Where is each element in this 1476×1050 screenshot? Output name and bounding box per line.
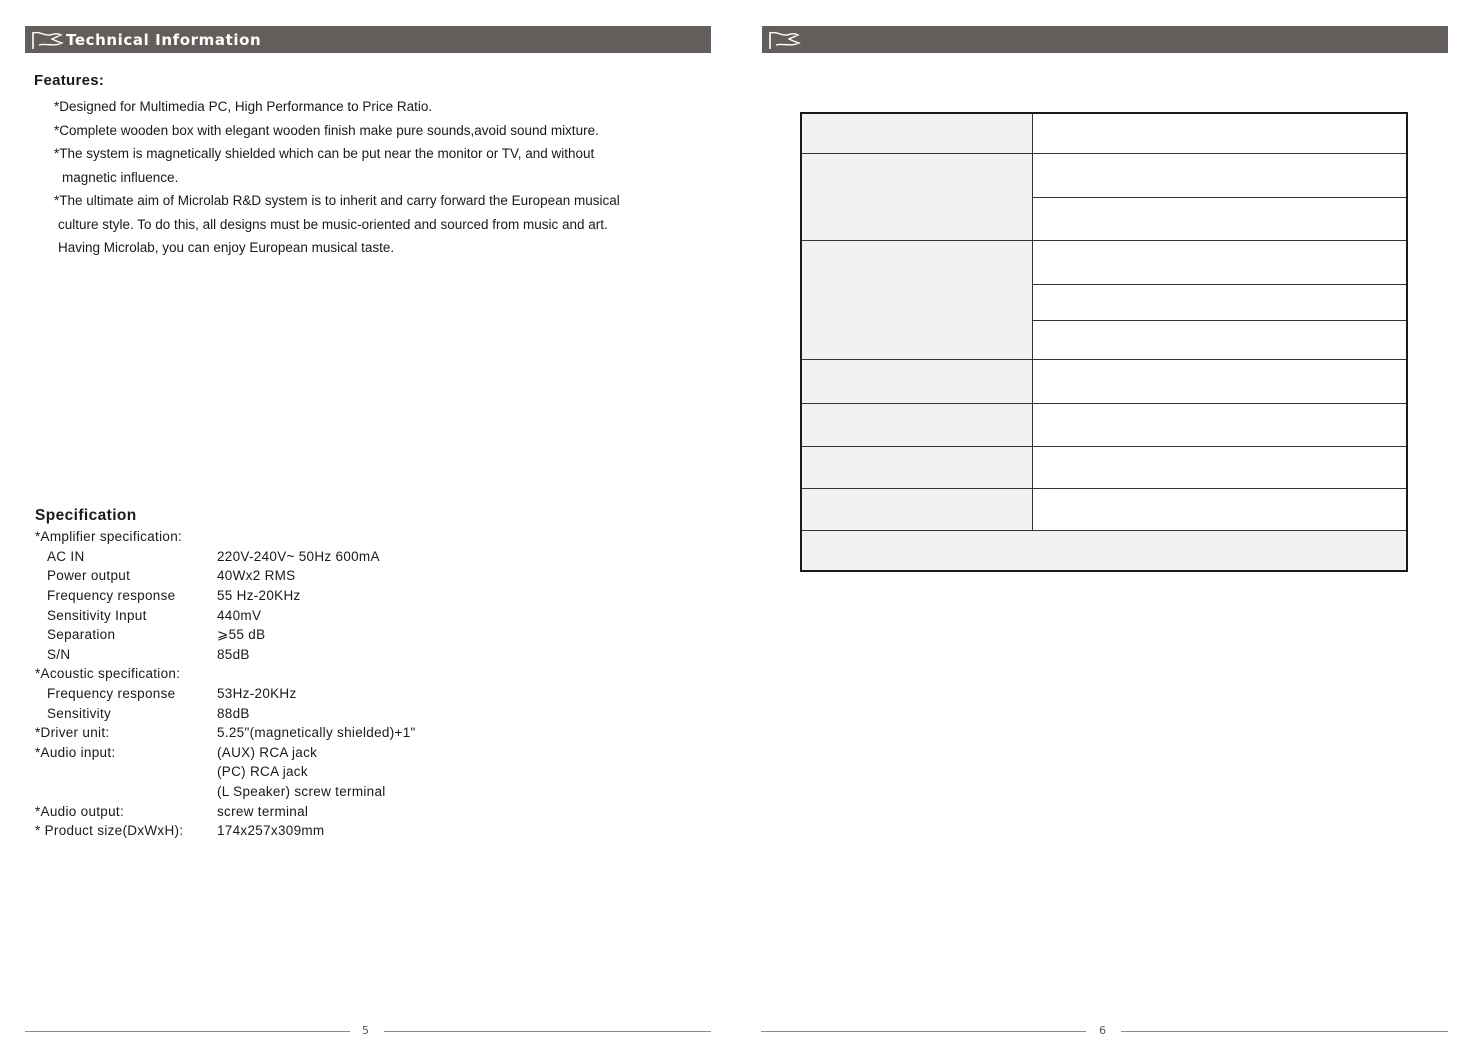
spec-label: *Audio input: [35, 744, 116, 760]
spec-row [35, 586, 416, 606]
spec-row [35, 762, 416, 782]
table-cell [802, 489, 1032, 531]
spec-row [35, 625, 416, 645]
spec-row [35, 566, 416, 586]
features-title: Features: [34, 72, 105, 89]
table-divider [1032, 114, 1033, 531]
spec-row [35, 821, 416, 841]
table-divider [802, 359, 1406, 360]
spec-value: (AUX) RCA jack [217, 744, 318, 760]
spec-value: 55 Hz-20KHz [217, 588, 301, 604]
table-cell [802, 153, 1032, 241]
table-divider [1032, 320, 1406, 321]
features-list [54, 95, 714, 260]
spec-label: Frequency response [47, 588, 176, 604]
specification-list [35, 527, 416, 841]
spec-label: Power output [47, 568, 131, 584]
spec-row [35, 547, 416, 567]
spec-row [35, 801, 416, 821]
blank-spec-table [800, 112, 1408, 572]
header-title: Technical Information [66, 30, 262, 49]
spec-value: (L Speaker) screw terminal [217, 784, 386, 800]
table-cell [802, 360, 1032, 404]
feature-text-continued: culture style. To do this, all designs must be music-oriented and sourced from music and art. [58, 216, 608, 232]
table-divider [1032, 197, 1406, 198]
spec-label: Sensitivity Input [47, 607, 147, 623]
feature-text-continued: Having Microlab, you can enjoy European musical taste. [58, 240, 395, 255]
table-divider [802, 153, 1406, 154]
spec-row [35, 527, 416, 547]
spec-label: *Acoustic specification: [35, 666, 181, 682]
spec-row [35, 664, 416, 684]
table-cell [802, 447, 1032, 489]
footer-rule [384, 1031, 711, 1032]
spec-label: *Amplifier specification: [35, 529, 183, 545]
spec-row [35, 684, 416, 704]
table-cell [802, 404, 1032, 447]
spec-label: * Product size(DxWxH): [35, 823, 184, 839]
spec-value: 53Hz-20KHz [217, 686, 297, 702]
table-divider [802, 240, 1406, 241]
flag-logo-icon [30, 29, 64, 51]
spec-value: screw terminal [217, 803, 309, 819]
table-cell [802, 241, 1032, 360]
spec-row [35, 703, 416, 723]
feature-text: *Complete wooden box with elegant wooden finish make pure sounds,avoid sound mixture. [54, 122, 599, 138]
right-page-header [762, 26, 1448, 53]
spec-label: *Driver unit: [35, 725, 110, 741]
page-number: 5 [362, 1024, 369, 1037]
spec-row [35, 645, 416, 665]
feature-text: *Designed for Multimedia PC, High Performance to Price Ratio. [54, 99, 433, 114]
footer-rule [25, 1031, 350, 1032]
footer-rule [761, 1031, 1086, 1032]
table-divider [802, 403, 1406, 404]
technical-information-header [25, 26, 711, 53]
feature-text-continued: magnetic influence. [62, 169, 179, 185]
specification-title: Specification [35, 507, 137, 524]
spec-value: 220V-240V~ 50Hz 600mA [217, 548, 380, 564]
spec-value: 440mV [217, 607, 262, 623]
feature-text: *The system is magnetically shielded which can be put near the monitor or TV, and without [54, 146, 595, 161]
spec-value: (PC) RCA jack [217, 764, 308, 780]
table-divider [802, 446, 1406, 447]
feature-item [54, 142, 714, 189]
spec-value: ⩾55 dB [217, 626, 266, 642]
page-number: 6 [1099, 1024, 1106, 1037]
spec-value: 5.25"(magnetically shielded)+1" [217, 725, 416, 741]
feature-item [54, 119, 714, 143]
flag-logo-icon [767, 29, 801, 51]
spec-label: Sensitivity [47, 705, 112, 721]
feature-text: *The ultimate aim of Microlab R&D system is to inherit and carry forward the European musical [54, 193, 620, 208]
footer-rule [1121, 1031, 1448, 1032]
spec-label: Frequency response [47, 686, 176, 702]
spec-value: 174x257x309mm [217, 823, 325, 839]
spec-label: Separation [47, 627, 116, 643]
spec-row [35, 605, 416, 625]
spec-value: 40Wx2 RMS [217, 568, 296, 584]
table-divider [1032, 284, 1406, 285]
spec-label: AC IN [47, 548, 85, 564]
spec-row [35, 743, 416, 763]
feature-item [54, 189, 714, 260]
spec-label: *Audio output: [35, 803, 125, 819]
spec-row [35, 723, 416, 743]
spec-label: S/N [47, 646, 71, 662]
spec-value: 88dB [217, 705, 250, 721]
feature-item [54, 95, 714, 119]
spec-row [35, 782, 416, 802]
table-cell [802, 531, 1406, 570]
spec-value: 85dB [217, 646, 250, 662]
table-divider [802, 530, 1406, 531]
table-cell [802, 114, 1032, 153]
table-divider [802, 488, 1406, 489]
